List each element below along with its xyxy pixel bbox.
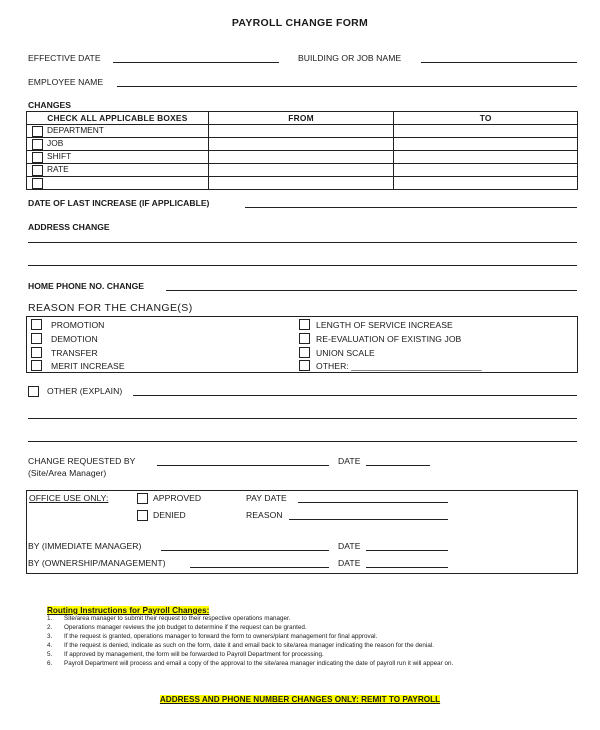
other-reason-label: OTHER: ___________________________ xyxy=(316,361,482,371)
job-from-field[interactable] xyxy=(208,138,394,151)
length-of-service-checkbox[interactable] xyxy=(299,319,310,330)
ownership-date-label: DATE xyxy=(338,558,361,568)
table-row xyxy=(27,151,578,164)
change-requested-field[interactable] xyxy=(157,465,329,466)
other-to-field[interactable] xyxy=(394,177,578,190)
job-checkbox[interactable] xyxy=(32,139,43,150)
union-scale-label: UNION SCALE xyxy=(316,348,375,358)
address-line-2[interactable] xyxy=(28,265,577,266)
form-title: PAYROLL CHANGE FORM xyxy=(231,17,369,29)
home-phone-label: HOME PHONE NO. CHANGE xyxy=(28,281,145,291)
immediate-manager-date-label: DATE xyxy=(338,541,361,551)
denied-label: DENIED xyxy=(153,510,186,520)
table-row xyxy=(27,125,578,138)
shift-checkbox[interactable] xyxy=(32,152,43,163)
date-last-increase-label: DATE OF LAST INCREASE (IF APPLICABLE) xyxy=(28,198,210,208)
demotion-checkbox[interactable] xyxy=(31,333,42,344)
ownership-field[interactable] xyxy=(190,567,329,568)
shift-to-field[interactable] xyxy=(394,151,578,164)
date-last-increase-field[interactable] xyxy=(245,207,577,208)
rate-to-field[interactable] xyxy=(394,164,578,177)
rate-label: RATE xyxy=(47,164,69,175)
employee-name-field[interactable] xyxy=(117,86,577,87)
routing-footer-text: ADDRESS AND PHONE NUMBER CHANGES ONLY: REMIT TO PAYROLL xyxy=(159,695,441,704)
department-label: DEPARTMENT xyxy=(47,125,104,136)
routing-step-4: 4. If the request is denied, indicate as such on the form, date it and email back to site/area manager indicating the reason for the denial. xyxy=(47,642,434,649)
approved-label: APPROVED xyxy=(153,493,202,503)
transfer-checkbox[interactable] xyxy=(31,347,42,358)
changes-table xyxy=(26,111,578,190)
other-explain-line-2[interactable] xyxy=(28,418,577,419)
building-field[interactable] xyxy=(421,62,577,63)
pay-date-field[interactable] xyxy=(298,502,448,503)
changes-col-check: CHECK ALL APPLICABLE BOXES xyxy=(27,112,209,125)
ownership-label: BY (OWNERSHIP/MANAGEMENT) xyxy=(28,558,166,568)
immediate-manager-label: BY (IMMEDIATE MANAGER) xyxy=(28,541,142,551)
employee-name-label: EMPLOYEE NAME xyxy=(28,77,104,87)
re-evaluation-checkbox[interactable] xyxy=(299,333,310,344)
effective-date-label: EFFECTIVE DATE xyxy=(28,53,101,63)
routing-title-text: Routing Instructions for Payroll Changes: xyxy=(47,606,210,615)
building-label: BUILDING OR JOB NAME xyxy=(298,53,402,63)
union-scale-checkbox[interactable] xyxy=(299,347,310,358)
effective-date-field[interactable] xyxy=(113,62,279,63)
home-phone-field[interactable] xyxy=(166,290,577,291)
table-row xyxy=(27,177,578,190)
other-explain-label: OTHER (EXPLAIN) xyxy=(47,386,123,396)
promotion-checkbox[interactable] xyxy=(31,319,42,330)
other-explain-checkbox[interactable] xyxy=(28,386,39,397)
immediate-manager-field[interactable] xyxy=(161,550,329,551)
change-requested-sub-label: (Site/Area Manager) xyxy=(28,468,107,478)
demotion-label: DEMOTION xyxy=(51,334,98,344)
address-change-label: ADDRESS CHANGE xyxy=(28,222,110,232)
office-use-label: OFFICE USE ONLY: xyxy=(29,493,109,503)
job-label: JOB xyxy=(47,138,64,149)
rate-from-field[interactable] xyxy=(208,164,394,177)
rate-checkbox[interactable] xyxy=(32,165,43,176)
change-requested-date-field[interactable] xyxy=(366,465,430,466)
routing-step-5: 5. If approved by management, the form will be forwarded to Payroll Department for processing. xyxy=(47,651,324,658)
approved-checkbox[interactable] xyxy=(137,493,148,504)
pay-date-label: PAY DATE xyxy=(246,493,287,503)
department-to-field[interactable] xyxy=(394,125,578,138)
address-line-1[interactable] xyxy=(28,242,577,243)
changes-section-label: CHANGES xyxy=(28,100,71,110)
routing-step-1: 1. Site/area manager to submit their request to their respective operations manager. xyxy=(47,615,291,622)
re-evaluation-label: RE-EVALUATION OF EXISTING JOB xyxy=(316,334,462,344)
length-of-service-label: LENGTH OF SERVICE INCREASE xyxy=(316,320,453,330)
office-reason-label: REASON xyxy=(246,510,283,520)
transfer-label: TRANSFER xyxy=(51,348,98,358)
other-change-checkbox[interactable] xyxy=(32,178,43,189)
reason-title: REASON FOR THE CHANGE(S) xyxy=(28,302,193,314)
table-row xyxy=(27,138,578,151)
job-to-field[interactable] xyxy=(394,138,578,151)
ownership-date-field[interactable] xyxy=(366,567,448,568)
other-from-field[interactable] xyxy=(208,177,394,190)
shift-from-field[interactable] xyxy=(208,151,394,164)
department-checkbox[interactable] xyxy=(32,126,43,137)
other-reason-checkbox[interactable] xyxy=(299,360,310,371)
merit-increase-checkbox[interactable] xyxy=(31,360,42,371)
table-row xyxy=(27,164,578,177)
denied-checkbox[interactable] xyxy=(137,510,148,521)
shift-label: SHIFT xyxy=(47,151,72,162)
routing-step-3: 3. If the request is granted, operations manager to forward the form to owners/plant management for final approval. xyxy=(47,633,378,640)
change-requested-label: CHANGE REQUESTED BY xyxy=(28,456,136,466)
merit-increase-label: MERIT INCREASE xyxy=(51,361,125,371)
other-explain-line-3[interactable] xyxy=(28,441,577,442)
change-requested-date-label: DATE xyxy=(338,456,361,466)
routing-footer xyxy=(0,689,600,707)
department-from-field[interactable] xyxy=(208,125,394,138)
routing-step-6: 6. Payroll Department will process and email a copy of the approval to the site/area manager indicating the date of payroll run it will appear on. xyxy=(47,660,454,667)
immediate-manager-date-field[interactable] xyxy=(366,550,448,551)
promotion-label: PROMOTION xyxy=(51,320,105,330)
routing-step-2: 2. Operations manager reviews the job budget to determine if the request can be granted. xyxy=(47,624,307,631)
changes-col-to: TO xyxy=(394,112,578,125)
changes-col-from: FROM xyxy=(208,112,394,125)
other-explain-line-1[interactable] xyxy=(133,395,577,396)
office-reason-field[interactable] xyxy=(289,519,448,520)
